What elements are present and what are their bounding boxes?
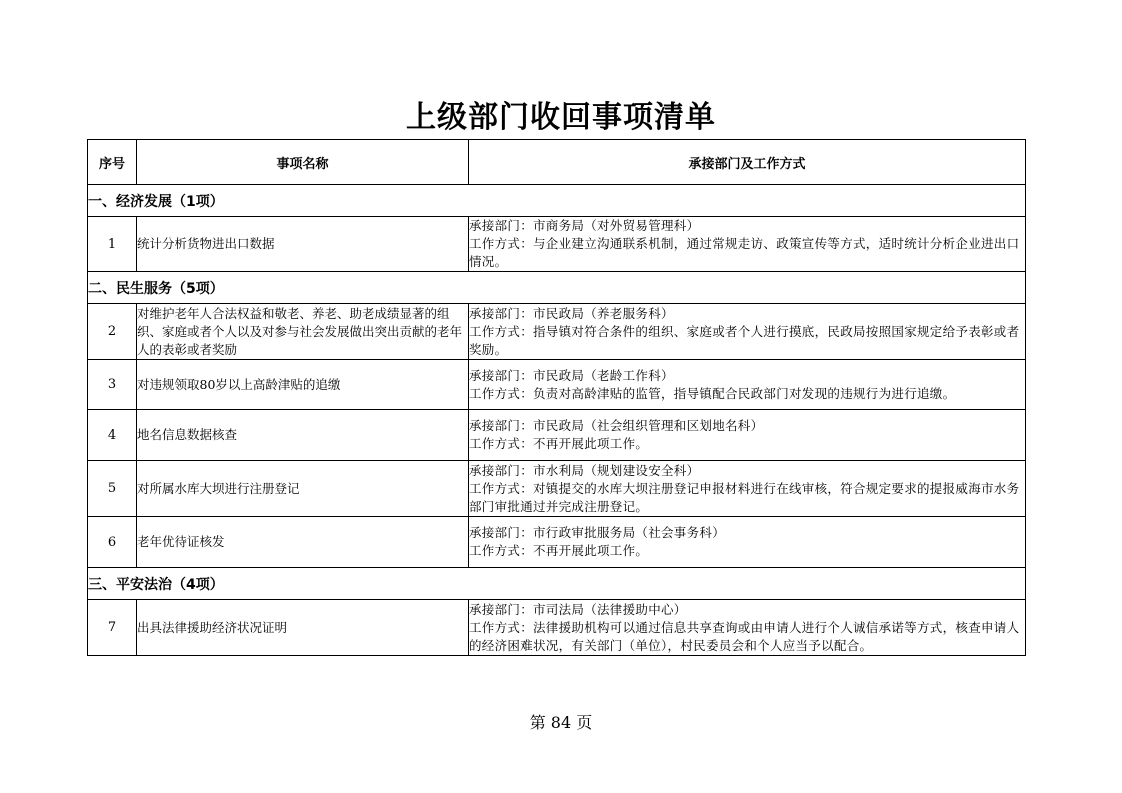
row-number: 1 [88, 217, 137, 272]
dept-text: 承接部门：市民政局（养老服务科） [469, 305, 674, 321]
row-number: 3 [88, 360, 137, 410]
item-name: 老年优待证核发 [137, 517, 469, 568]
dept-method-cell [469, 410, 1026, 461]
dept-method-cell [469, 360, 1026, 410]
row-number: 5 [88, 461, 137, 517]
row-number: 2 [88, 304, 137, 360]
table-row [88, 517, 1026, 568]
item-name: 对所属水库大坝进行注册登记 [137, 461, 469, 517]
method-text: 工作方式：不再开展此项工作。 [469, 543, 649, 558]
section-row [88, 185, 1026, 217]
page-number: 第 84 页 [529, 713, 593, 732]
row-number: 4 [88, 410, 137, 461]
dept-method-cell [469, 517, 1026, 568]
method-text: 工作方式：对镇提交的水库大坝注册登记申报材料进行在线审核，符合规定要求的提报威海市水务部门审批通过并完成注册登记。 [469, 480, 1020, 514]
table-header-row [88, 140, 1026, 185]
method-text: 工作方式：指导镇对符合条件的组织、家庭或者个人进行摸底，民政局按照国家规定给予表彰或者奖励。 [469, 323, 1020, 357]
dept-method-cell [469, 600, 1026, 656]
dept-method-cell [469, 304, 1026, 360]
method-text: 工作方式：与企业建立沟通联系机制，通过常规走访、政策宣传等方式，适时统计分析企业进出口情况。 [469, 236, 1020, 269]
section-economy: 一、经济发展（1项） [88, 185, 1026, 217]
table-row [88, 360, 1026, 410]
item-name: 对维护老年人合法权益和敬老、养老、助老成绩显著的组织、家庭或者个人以及对参与社会发展做出突出贡献的老年人的表彰或者奖励 [137, 304, 469, 360]
section-safety-law: 三、平安法治（4项） [88, 568, 1026, 600]
page-title: 上级部门收回事项清单 [406, 100, 716, 135]
dept-text: 承接部门：市民政局（老龄工作科） [469, 367, 674, 383]
section-row [88, 568, 1026, 600]
item-name: 统计分析货物进出口数据 [137, 217, 469, 272]
dept-text: 承接部门：市水利局（规划建设安全科） [469, 462, 700, 478]
items-table [87, 139, 1026, 656]
dept-method-cell [469, 461, 1026, 517]
table-row [88, 600, 1026, 656]
section-livelihood: 二、民生服务（5项） [88, 272, 1026, 304]
dept-text: 承接部门：市民政局（社会组织管理和区划地名科） [469, 418, 764, 433]
table-row [88, 304, 1026, 360]
item-name: 对违规领取80岁以上高龄津贴的追缴 [137, 360, 469, 410]
row-number: 7 [88, 600, 137, 656]
dept-method-cell [469, 217, 1026, 272]
dept-text: 承接部门：市行政审批服务局（社会事务科） [469, 525, 726, 540]
method-text: 工作方式：负责对高龄津贴的监管，指导镇配合民政部门对发现的违规行为进行追缴。 [469, 385, 956, 401]
dept-text: 承接部门：市商务局（对外贸易管理科） [469, 218, 700, 233]
header-dept-method: 承接部门及工作方式 [469, 140, 1026, 185]
table-row [88, 217, 1026, 272]
dept-text: 承接部门：市司法局（法律援助中心） [469, 601, 687, 617]
table-row [88, 410, 1026, 461]
method-text: 工作方式：法律援助机构可以通过信息共享查询或由申请人进行个人诚信承诺等方式，核查申请人的经济困难状况，有关部门（单位），村民委员会和个人应当予以配合。 [469, 619, 1020, 653]
header-index: 序号 [88, 140, 137, 185]
method-text: 工作方式：不再开展此项工作。 [469, 436, 649, 451]
header-item-name: 事项名称 [137, 140, 469, 185]
item-name: 出具法律援助经济状况证明 [137, 600, 469, 656]
table-row [88, 461, 1026, 517]
item-name: 地名信息数据核查 [137, 410, 469, 461]
section-row [88, 272, 1026, 304]
row-number: 6 [88, 517, 137, 568]
